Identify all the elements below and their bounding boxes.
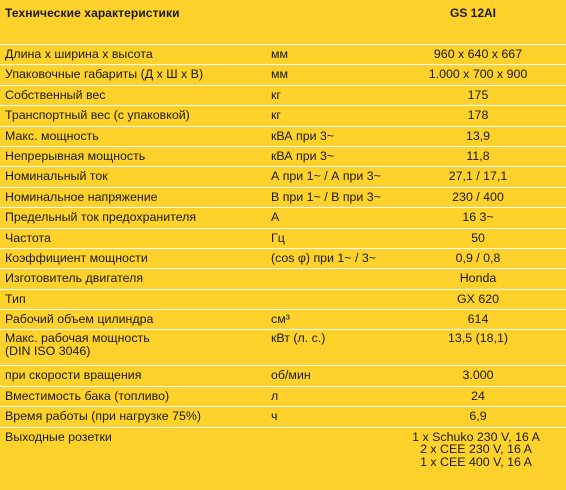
param-label: Транспортный вес (с упаковкой) xyxy=(5,108,190,123)
param-label: Макс. мощность xyxy=(5,128,99,143)
unit-label: мм xyxy=(271,67,289,82)
spec-table-header xyxy=(0,0,566,45)
param-value: Honda xyxy=(459,271,497,286)
table-row xyxy=(0,86,566,106)
param-value: 13,5 (18,1) xyxy=(448,331,508,346)
table-row xyxy=(0,387,566,407)
outlets-list xyxy=(376,431,566,469)
table-row xyxy=(0,407,566,427)
table-row xyxy=(0,366,566,386)
param-label: при скорости вращения xyxy=(5,368,142,383)
param-label: Выходные розетки xyxy=(5,429,112,444)
param-label: Номинальный ток xyxy=(5,169,108,184)
table-row xyxy=(0,428,566,484)
spec-table-body xyxy=(0,45,566,484)
param-value: 13,9 xyxy=(465,128,491,143)
param-label: Вместимость бака (топливо) xyxy=(5,388,170,403)
param-value: 230 / 400 xyxy=(452,189,504,204)
param-value: 24 xyxy=(471,388,485,403)
param-value: 614 xyxy=(467,312,489,327)
table-row xyxy=(0,106,566,126)
param-value: GX 620 xyxy=(456,291,500,306)
param-label: Собственный вес xyxy=(5,87,106,102)
unit-label: Гц xyxy=(271,230,285,245)
unit-label: об/мин xyxy=(271,368,311,383)
model-name: GS 12AI xyxy=(449,6,497,20)
unit-label: кВт (л. с.) xyxy=(271,331,326,346)
param-value: 1.000 x 700 x 900 xyxy=(428,67,528,82)
param-label: Упаковочные габариты (Д x Ш x В) xyxy=(5,67,204,82)
unit-label: см³ xyxy=(271,312,290,327)
param-value: 960 x 640 x 667 xyxy=(433,47,523,61)
unit-label: В при 1~ / В при 3~ xyxy=(271,189,381,204)
param-label: Номинальное напряжение xyxy=(5,189,158,204)
unit-label: А при 1~ / А при 3~ xyxy=(271,169,381,184)
table-row xyxy=(0,188,566,208)
param-value: 178 xyxy=(467,108,489,123)
unit-label: А xyxy=(271,210,280,225)
param-label-line2: (DIN ISO 3046) xyxy=(5,344,91,359)
table-row xyxy=(0,330,566,366)
table-row xyxy=(0,229,566,249)
param-value: 11,8 xyxy=(466,148,490,163)
param-label: Рабочий объем цилиндра xyxy=(5,312,154,327)
unit-label: кг xyxy=(271,87,281,102)
table-row xyxy=(0,310,566,330)
unit-label: ч xyxy=(271,409,278,424)
param-value: 175 xyxy=(467,87,489,102)
param-label: Частота xyxy=(5,230,51,245)
param-value: 3.000 xyxy=(462,368,494,383)
table-row xyxy=(0,249,566,269)
param-label: Коэффициент мощности xyxy=(5,250,148,265)
param-label xyxy=(5,332,267,358)
table-row xyxy=(0,65,566,85)
param-value: 50 xyxy=(471,230,485,245)
table-row xyxy=(0,208,566,228)
table-row xyxy=(0,269,566,289)
unit-label: л xyxy=(271,388,279,403)
table-row xyxy=(0,290,566,310)
param-label: Непрерывная мощность xyxy=(5,148,146,163)
unit-label: кВА при 3~ xyxy=(271,148,335,163)
spec-title: Технические характеристики xyxy=(5,6,180,20)
param-label: Предельный ток предохранителя xyxy=(5,210,197,225)
param-value: 16 3~ xyxy=(462,210,494,225)
param-label: Тип xyxy=(5,291,26,306)
table-row xyxy=(0,147,566,167)
unit-label: мм xyxy=(271,47,289,61)
table-row xyxy=(0,45,566,65)
table-row xyxy=(0,167,566,187)
table-row xyxy=(0,127,566,147)
unit-label: (cos φ) при 1~ / 3~ xyxy=(271,250,376,265)
param-label: Время работы (при нагрузке 75%) xyxy=(5,409,202,424)
param-value: 6,9 xyxy=(469,409,487,424)
outlet-item: 2 x CEE 230 V, 16 A xyxy=(420,442,532,457)
param-label: Длина х ширина х высота xyxy=(5,47,153,61)
param-label-line1: Макс. рабочая мощность xyxy=(5,331,150,346)
param-value: 27,1 / 17,1 xyxy=(448,169,508,184)
outlet-item: 1 x Schuko 230 V, 16 A xyxy=(412,429,540,444)
param-value: 0,9 / 0,8 xyxy=(455,250,501,265)
unit-label: кг xyxy=(271,108,281,123)
param-label: Изготовитель двигателя xyxy=(5,271,144,286)
unit-label: кВА при 3~ xyxy=(271,128,335,143)
outlet-item: 1 x CEE 400 V, 16 A xyxy=(420,454,532,469)
